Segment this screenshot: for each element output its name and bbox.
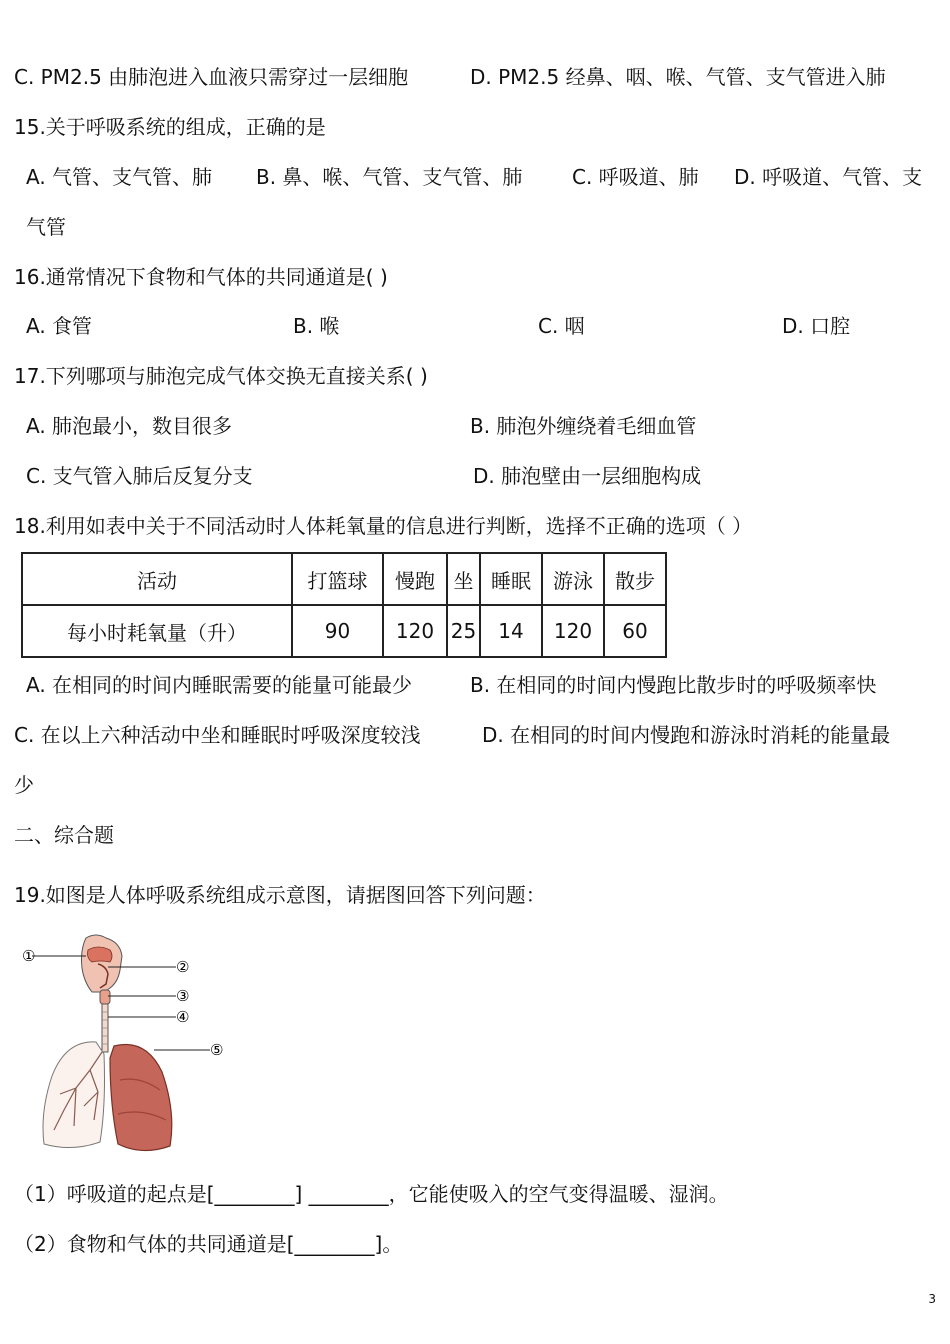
table-row [22,605,666,657]
oxygen-consumption-table [21,552,667,658]
q17-stem: 17.下列哪项与肺泡完成气体交换无直接关系( ) [14,364,428,388]
q16-option-c: C. 咽 [538,314,585,338]
q18-option-d-cont: 少 [14,773,34,797]
table-row [22,553,666,605]
table-cell: 120 [383,605,447,657]
q18-option-d: D. 在相同的时间内慢跑和游泳时消耗的能量最 [482,723,891,747]
table-cell: 90 [292,605,383,657]
q17-option-d: D. 肺泡壁由一层细胞构成 [473,464,702,488]
q15-option-b: B. 鼻、喉、气管、支气管、肺 [256,165,523,189]
table-cell: 14 [480,605,542,657]
q17-option-c: C. 支气管入肺后反复分支 [26,464,253,488]
q18-option-b: B. 在相同的时间内慢跑比散步时的呼吸频率快 [470,673,877,697]
table-cell: 60 [604,605,666,657]
page-number: 3 [928,1292,936,1306]
q16-stem: 16.通常情况下食物和气体的共同通道是( ) [14,265,388,289]
table-cell: 慢跑 [383,553,447,605]
table-cell: 25 [447,605,480,657]
table-header-oxygen: 每小时耗氧量（升） [22,605,292,657]
diagram-label-4: ④ [176,1008,190,1026]
q16-option-b: B. 喉 [293,314,340,338]
q14-option-c: C. PM2.5 由肺泡进入血液只需穿过一层细胞 [14,65,409,89]
q15-option-d-cont: 气管 [26,215,66,239]
q15-stem: 15.关于呼吸系统的组成，正确的是 [14,115,326,139]
q15-option-a: A. 气管、支气管、肺 [26,165,213,189]
q16-option-a: A. 食管 [26,314,93,338]
diagram-label-1: ① [22,947,36,965]
respiratory-system-diagram [14,930,234,1160]
table-cell: 120 [542,605,604,657]
diagram-label-3: ③ [176,987,190,1005]
q16-option-d: D. 口腔 [782,314,851,338]
q18-stem: 18.利用如表中关于不同活动时人体耗氧量的信息进行判断，选择不正确的选项（ ） [14,514,753,538]
q17-option-a: A. 肺泡最小，数目很多 [26,414,233,438]
q15-option-c: C. 呼吸道、肺 [572,165,699,189]
table-cell: 坐 [447,553,480,605]
respiratory-system-illustration [14,930,234,1160]
table-cell: 睡眠 [480,553,542,605]
q19-stem: 19.如图是人体呼吸系统组成示意图，请据图回答下列问题： [14,883,546,907]
table-header-activity: 活动 [22,553,292,605]
table-cell: 打篮球 [292,553,383,605]
q19-sub-question-2: （2）食物和气体的共同通道是[________]。 [14,1232,403,1256]
table-cell: 散步 [604,553,666,605]
q17-option-b: B. 肺泡外缠绕着毛细血管 [470,414,697,438]
q15-option-d: D. 呼吸道、气管、支 [734,165,923,189]
diagram-label-2: ② [176,958,190,976]
q14-option-d: D. PM2.5 经鼻、咽、喉、气管、支气管进入肺 [470,65,886,89]
q19-sub-question-1: （1）呼吸道的起点是[________] ________，它能使吸入的空气变得温暖、湿润。 [14,1182,729,1206]
table-cell: 游泳 [542,553,604,605]
diagram-label-5: ⑤ [210,1041,224,1059]
section-title: 二、综合题 [14,823,114,847]
q18-option-a: A. 在相同的时间内睡眠需要的能量可能最少 [26,673,413,697]
q18-option-c: C. 在以上六种活动中坐和睡眠时呼吸深度较浅 [14,723,421,747]
